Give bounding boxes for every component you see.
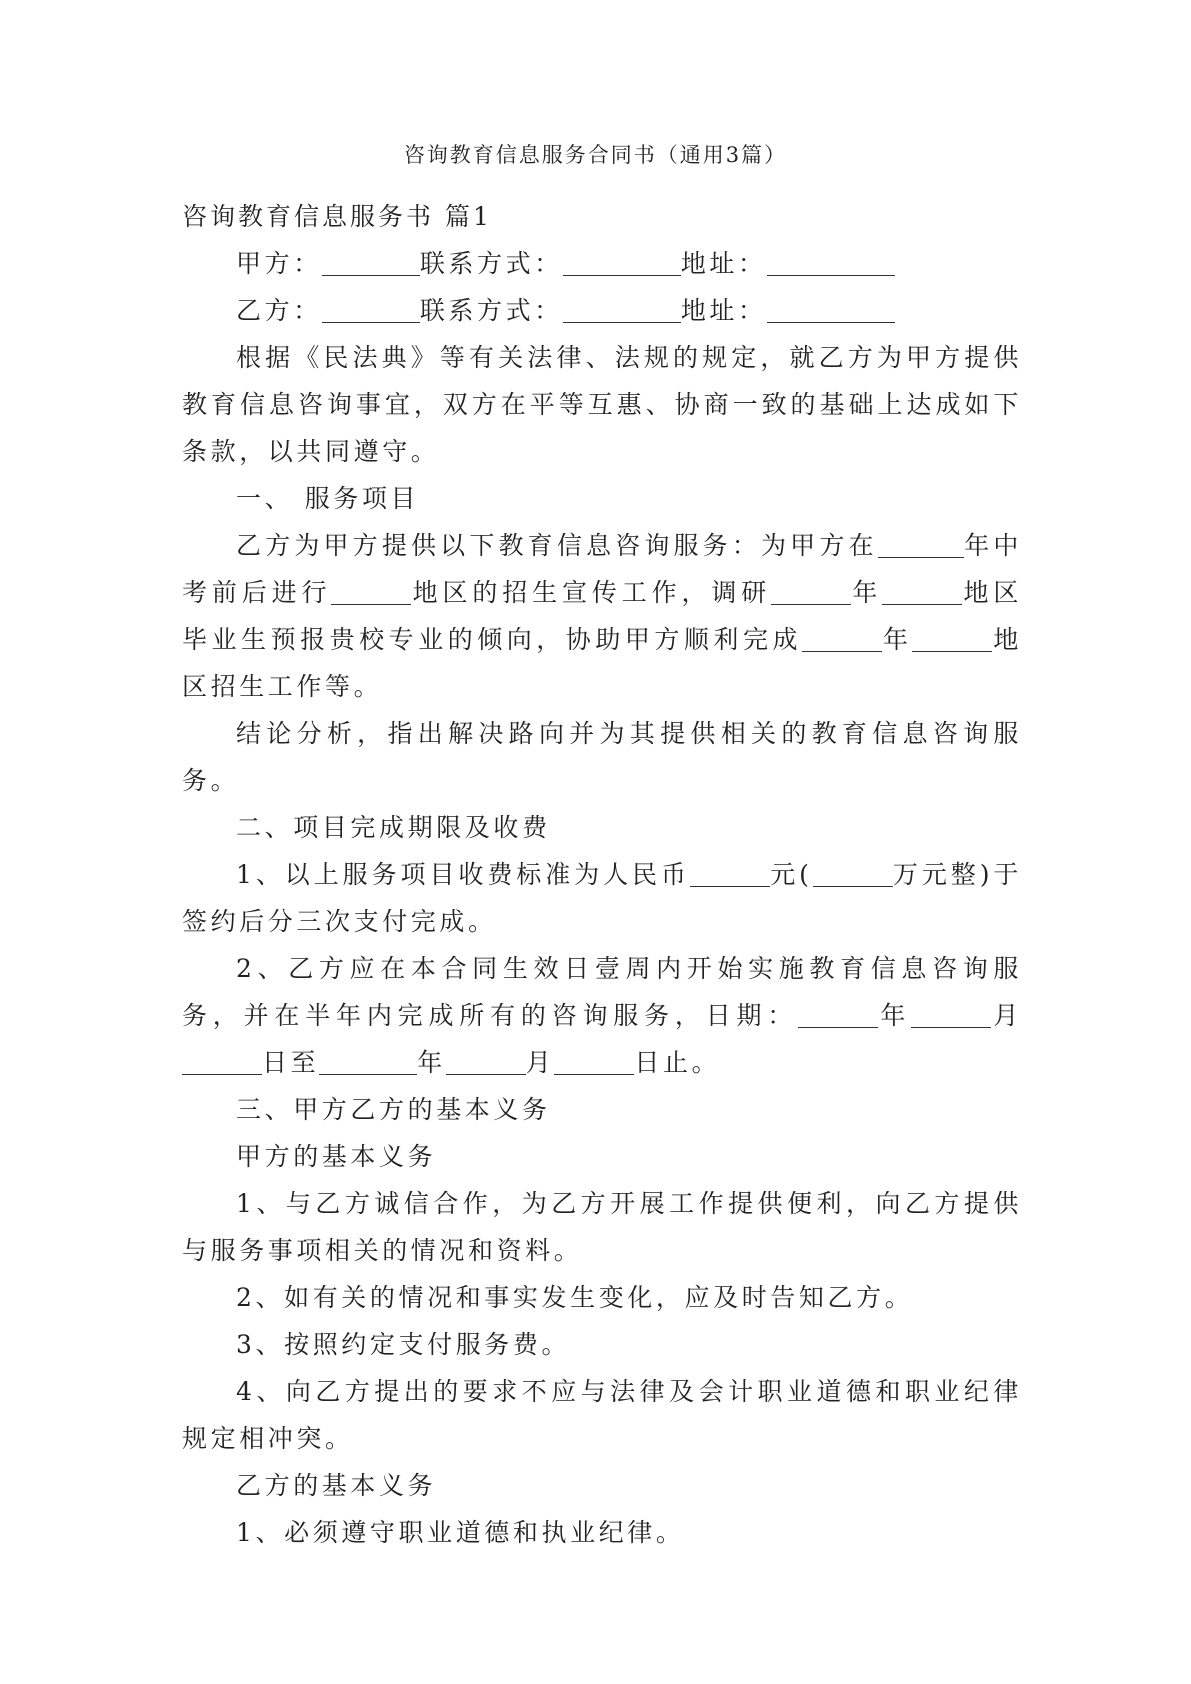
survey-year-blank [771, 580, 851, 605]
service-year-blank [878, 533, 964, 558]
period-paragraph [182, 945, 1022, 1086]
party-a-label: 甲方： [236, 249, 322, 278]
party-a-line [182, 240, 1022, 287]
party-a-address-label: 地址： [680, 249, 767, 278]
survey-region-blank [882, 580, 962, 605]
service-region-blank [331, 580, 411, 605]
start-month-label: 月 [991, 1001, 1022, 1030]
party-b-address-blank [767, 298, 895, 323]
service-text-4: 年 [851, 578, 883, 607]
period-text-1: 2、乙方应在本合同生效日壹周内开始实施教育信息咨询服务，并在半年内完成所有的咨询服务，日期： [182, 954, 1022, 1030]
party-a-duty-item: 1、与乙方诚信合作，为乙方开展工作提供便利，向乙方提供与服务事项相关的情况和资料。 [182, 1189, 1022, 1265]
fee-paragraph [182, 851, 1022, 945]
service-text-5: 地区毕业生预报贵校专业的倾向，协助甲方顺利完成 [182, 578, 1022, 654]
start-day-blank [182, 1050, 262, 1075]
party-a-duty-item: 2、如有关的情况和事实发生变化，应及时告知乙方。 [236, 1283, 914, 1312]
start-month-blank [911, 1003, 991, 1028]
heading-period-fee: 二、项目完成期限及收费 [236, 813, 551, 842]
party-a-name-blank [322, 251, 420, 276]
fee-amount-words-blank [813, 862, 893, 887]
service-text-3: 地区的招生宣传工作，调研 [411, 578, 772, 607]
start-year-label: 年 [878, 1001, 912, 1030]
end-month-blank [446, 1050, 526, 1075]
party-a-duty-item: 4、向乙方提出的要求不应与法律及会计职业道德和职业纪律规定相冲突。 [182, 1377, 1022, 1453]
document-title: 咨询教育信息服务合同书（通用3篇） [403, 143, 788, 167]
heading-service-items: 一、 服务项目 [236, 484, 420, 513]
heading-basic-duties: 三、甲方乙方的基本义务 [236, 1095, 551, 1124]
end-month-label: 月 [525, 1048, 555, 1077]
end-day-blank [554, 1050, 634, 1075]
preamble-paragraph: 根据《民法典》等有关法律、法规的规定，就乙方为甲方提供教育信息咨询事宜，双方在平等互惠、协商一致的基础上达成如下条款，以共同遵守。 [182, 343, 1022, 466]
fee-text-3: 万元整)于签约后分三次支付完成。 [182, 860, 1022, 936]
party-a-duty-item: 3、按照约定支付服务费。 [236, 1330, 571, 1359]
party-a-address-blank [767, 251, 895, 276]
party-b-label: 乙方： [236, 296, 322, 325]
fee-amount-blank [690, 862, 770, 887]
party-b-duty-item: 1、必须遵守职业道德和执业纪律。 [236, 1518, 685, 1547]
enroll-year-blank [802, 627, 882, 652]
party-b-address-label: 地址： [680, 296, 767, 325]
party-b-duties-title: 乙方的基本义务 [236, 1471, 437, 1500]
party-b-line [182, 287, 1022, 334]
service-paragraph [182, 522, 1022, 710]
fee-text-1: 1、以上服务项目收费标准为人民币 [236, 860, 690, 889]
fee-text-2: 元( [769, 860, 813, 889]
start-year-blank [798, 1003, 878, 1028]
start-day-label: 日至 [262, 1048, 320, 1077]
party-a-duties-title: 甲方的基本义务 [236, 1142, 437, 1171]
party-b-contact-blank [563, 298, 681, 323]
end-day-label: 日止。 [634, 1048, 721, 1077]
end-year-label: 年 [417, 1048, 446, 1077]
party-a-contact-label: 联系方式： [419, 249, 563, 278]
section-heading: 咨询教育信息服务书 篇1 [182, 202, 492, 231]
conclusion-paragraph: 结论分析，指出解决路向并为其提供相关的教育信息咨询服务。 [182, 719, 1022, 795]
party-a-contact-blank [563, 251, 681, 276]
party-b-name-blank [322, 298, 420, 323]
party-b-contact-label: 联系方式： [419, 296, 563, 325]
service-text-2: 年中考前后进行 [182, 531, 1023, 607]
service-text-1: 乙方为甲方提供以下教育信息咨询服务：为甲方在 [236, 531, 878, 560]
service-text-6: 年 [882, 625, 913, 654]
end-year-blank [319, 1050, 417, 1075]
enroll-region-blank [912, 627, 992, 652]
document-body [182, 240, 1022, 1556]
service-text-7: 地区招生工作等。 [182, 625, 1022, 701]
